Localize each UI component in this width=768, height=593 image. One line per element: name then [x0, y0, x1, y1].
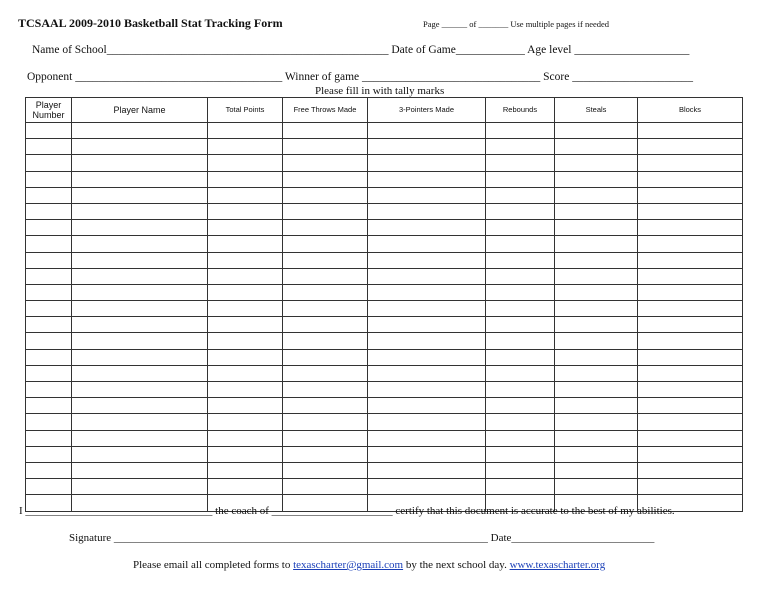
stat-cell[interactable] — [638, 220, 743, 236]
stat-cell[interactable] — [26, 398, 72, 414]
stat-cell[interactable] — [72, 284, 208, 300]
stat-cell[interactable] — [368, 349, 486, 365]
stat-cell[interactable] — [26, 414, 72, 430]
stat-cell[interactable] — [26, 284, 72, 300]
stat-cell[interactable] — [555, 414, 638, 430]
stat-cell[interactable] — [638, 365, 743, 381]
stat-cell[interactable] — [283, 414, 368, 430]
stat-cell[interactable] — [208, 236, 283, 252]
stat-cell[interactable] — [638, 252, 743, 268]
stat-cell[interactable] — [486, 268, 555, 284]
stat-cell[interactable] — [638, 430, 743, 446]
stat-cell[interactable] — [208, 220, 283, 236]
stat-cell[interactable] — [368, 301, 486, 317]
stat-cell[interactable] — [486, 187, 555, 203]
table-row — [26, 301, 743, 317]
stat-cell[interactable] — [555, 220, 638, 236]
table-row — [26, 317, 743, 333]
stat-cell[interactable] — [72, 203, 208, 219]
stat-cell[interactable] — [368, 317, 486, 333]
table-row — [26, 414, 743, 430]
table-row — [26, 382, 743, 398]
table-row — [26, 398, 743, 414]
stat-cell[interactable] — [72, 301, 208, 317]
stat-cell[interactable] — [283, 171, 368, 187]
stat-cell[interactable] — [555, 203, 638, 219]
stat-cell[interactable] — [283, 333, 368, 349]
stat-cell[interactable] — [638, 398, 743, 414]
website-link[interactable]: www.texascharter.org — [509, 559, 606, 571]
stat-cell[interactable] — [72, 398, 208, 414]
stat-cell[interactable] — [555, 187, 638, 203]
stat-cell[interactable] — [26, 268, 72, 284]
table-row — [26, 349, 743, 365]
stat-cell[interactable] — [368, 398, 486, 414]
stat-cell[interactable] — [638, 155, 743, 171]
stat-cell[interactable] — [555, 382, 638, 398]
table-row — [26, 479, 743, 495]
stat-cell[interactable] — [638, 268, 743, 284]
stat-cell[interactable] — [555, 317, 638, 333]
stat-cell[interactable] — [26, 430, 72, 446]
stat-cell[interactable] — [208, 382, 283, 398]
stat-cell[interactable] — [638, 462, 743, 478]
stat-cell[interactable] — [208, 349, 283, 365]
stat-cell[interactable] — [638, 301, 743, 317]
stat-cell[interactable] — [555, 139, 638, 155]
stat-cell[interactable] — [555, 349, 638, 365]
stat-cell[interactable] — [555, 236, 638, 252]
stat-cell[interactable] — [368, 430, 486, 446]
stat-cell[interactable] — [638, 203, 743, 219]
stat-cell[interactable] — [638, 139, 743, 155]
stat-cell[interactable] — [283, 187, 368, 203]
stat-cell[interactable] — [72, 333, 208, 349]
stat-cell[interactable] — [368, 171, 486, 187]
stat-cell[interactable] — [486, 365, 555, 381]
stat-cell[interactable] — [283, 220, 368, 236]
stat-cell[interactable] — [72, 479, 208, 495]
stat-cell[interactable] — [555, 123, 638, 139]
stat-cell[interactable] — [208, 187, 283, 203]
stat-cell[interactable] — [283, 462, 368, 478]
stat-cell[interactable] — [208, 479, 283, 495]
stat-table-body — [26, 123, 743, 512]
stat-cell[interactable] — [555, 365, 638, 381]
col-header-steals: Steals — [555, 98, 638, 123]
stat-cell[interactable] — [486, 430, 555, 446]
stat-cell[interactable] — [208, 365, 283, 381]
stat-cell[interactable] — [368, 446, 486, 462]
stat-cell[interactable] — [72, 139, 208, 155]
stat-cell[interactable] — [638, 284, 743, 300]
form-title: TCSAAL 2009-2010 Basketball Stat Tracking Form — [18, 16, 283, 30]
stat-cell[interactable] — [26, 171, 72, 187]
stat-cell[interactable] — [555, 252, 638, 268]
stat-cell[interactable] — [638, 171, 743, 187]
stat-cell[interactable] — [638, 349, 743, 365]
stat-cell[interactable] — [638, 382, 743, 398]
stat-cell[interactable] — [26, 139, 72, 155]
stat-cell[interactable] — [638, 479, 743, 495]
stat-cell[interactable] — [368, 155, 486, 171]
stat-cell[interactable] — [208, 317, 283, 333]
stat-cell[interactable] — [208, 398, 283, 414]
stat-cell[interactable] — [283, 284, 368, 300]
stat-cell[interactable] — [283, 365, 368, 381]
stat-cell[interactable] — [368, 333, 486, 349]
stat-cell[interactable] — [486, 203, 555, 219]
col-header-player-number: Player Number — [26, 98, 72, 123]
col-header-free-throws: Free Throws Made — [283, 98, 368, 123]
stat-cell[interactable] — [26, 317, 72, 333]
stat-cell[interactable] — [208, 252, 283, 268]
table-row — [26, 203, 743, 219]
stat-cell[interactable] — [555, 462, 638, 478]
stat-cell[interactable] — [72, 349, 208, 365]
stat-cell[interactable] — [26, 301, 72, 317]
stat-cell[interactable] — [283, 236, 368, 252]
stat-cell[interactable] — [486, 333, 555, 349]
table-row — [26, 155, 743, 171]
col-header-rebounds: Rebounds — [486, 98, 555, 123]
stat-cell[interactable] — [486, 382, 555, 398]
table-row — [26, 462, 743, 478]
stat-cell[interactable] — [283, 398, 368, 414]
stat-cell[interactable] — [486, 479, 555, 495]
stat-cell[interactable] — [638, 414, 743, 430]
stat-cell[interactable] — [368, 365, 486, 381]
table-row — [26, 365, 743, 381]
stat-cell[interactable] — [72, 220, 208, 236]
stat-cell[interactable] — [638, 187, 743, 203]
stat-cell[interactable] — [26, 349, 72, 365]
stat-cell[interactable] — [555, 398, 638, 414]
table-row — [26, 284, 743, 300]
stat-cell[interactable] — [72, 446, 208, 462]
stat-cell[interactable] — [72, 236, 208, 252]
table-row — [26, 268, 743, 284]
col-header-three-pointers: 3-Pointers Made — [368, 98, 486, 123]
stat-cell[interactable] — [368, 123, 486, 139]
stat-cell[interactable] — [208, 139, 283, 155]
stat-cell[interactable] — [486, 220, 555, 236]
stat-cell[interactable] — [283, 479, 368, 495]
stat-cell[interactable] — [638, 446, 743, 462]
stat-cell[interactable] — [208, 430, 283, 446]
table-row — [26, 430, 743, 446]
stat-cell[interactable] — [486, 171, 555, 187]
email-middle: by the next school day. — [403, 559, 510, 571]
table-row — [26, 123, 743, 139]
stat-cell[interactable] — [26, 203, 72, 219]
stat-cell[interactable] — [26, 479, 72, 495]
stat-cell[interactable] — [283, 155, 368, 171]
stat-cell[interactable] — [72, 317, 208, 333]
stat-cell[interactable] — [555, 333, 638, 349]
stat-cell[interactable] — [208, 203, 283, 219]
stat-cell[interactable] — [555, 171, 638, 187]
stat-cell[interactable] — [26, 462, 72, 478]
stat-cell[interactable] — [208, 446, 283, 462]
stat-cell[interactable] — [283, 139, 368, 155]
stat-cell[interactable] — [72, 430, 208, 446]
stat-cell[interactable] — [486, 462, 555, 478]
stat-cell[interactable] — [283, 317, 368, 333]
stat-cell[interactable] — [638, 333, 743, 349]
stat-cell[interactable] — [208, 268, 283, 284]
email-link[interactable]: texascharter@gmail.com — [293, 559, 404, 571]
stat-cell[interactable] — [283, 349, 368, 365]
stat-cell[interactable] — [283, 123, 368, 139]
col-header-player-name: Player Name — [72, 98, 208, 123]
opponent-winner-score-line: Opponent ____________________________________ Winner of game _______________________________ Score _____________________ — [27, 71, 693, 83]
stat-cell[interactable] — [26, 382, 72, 398]
stat-cell[interactable] — [486, 446, 555, 462]
stat-cell[interactable] — [283, 446, 368, 462]
stat-cell[interactable] — [26, 365, 72, 381]
stat-cell[interactable] — [368, 203, 486, 219]
stat-cell[interactable] — [26, 187, 72, 203]
table-row — [26, 220, 743, 236]
stat-cell[interactable] — [283, 252, 368, 268]
stat-cell[interactable] — [368, 252, 486, 268]
email-instruction — [133, 559, 605, 571]
signature-date-line: Signature ____________________________________________________________________ Date__________________________ — [69, 532, 655, 544]
table-row — [26, 139, 743, 155]
stat-cell[interactable] — [26, 446, 72, 462]
table-row — [26, 187, 743, 203]
stat-cell[interactable] — [283, 430, 368, 446]
stat-cell[interactable] — [368, 139, 486, 155]
stat-cell[interactable] — [283, 268, 368, 284]
table-row — [26, 171, 743, 187]
stat-cell[interactable] — [72, 171, 208, 187]
stat-cell[interactable] — [208, 123, 283, 139]
stat-cell[interactable] — [26, 236, 72, 252]
stat-cell[interactable] — [368, 220, 486, 236]
stat-cell[interactable] — [72, 462, 208, 478]
email-prefix: Please email all completed forms to — [133, 559, 294, 571]
col-header-total-points: Total Points — [208, 98, 283, 123]
stat-cell[interactable] — [555, 430, 638, 446]
stat-cell[interactable] — [208, 414, 283, 430]
stat-cell[interactable] — [72, 252, 208, 268]
stat-cell[interactable] — [208, 333, 283, 349]
stat-cell[interactable] — [283, 301, 368, 317]
stat-cell[interactable] — [486, 317, 555, 333]
table-row — [26, 236, 743, 252]
stat-cell[interactable] — [368, 462, 486, 478]
stat-cell[interactable] — [555, 446, 638, 462]
stat-cell[interactable] — [638, 317, 743, 333]
stat-cell[interactable] — [26, 252, 72, 268]
stat-cell[interactable] — [72, 123, 208, 139]
stat-table — [25, 97, 743, 512]
certification-line: I __________________________________ the coach of ______________________ certify that this document is accurate to the best of my abilities. — [19, 505, 675, 517]
tally-instruction: Please fill in with tally marks — [315, 85, 445, 97]
stat-cell[interactable] — [208, 462, 283, 478]
stat-cell[interactable] — [208, 284, 283, 300]
stat-cell[interactable] — [368, 479, 486, 495]
stat-cell[interactable] — [26, 155, 72, 171]
stat-cell[interactable] — [638, 123, 743, 139]
stat-cell[interactable] — [26, 220, 72, 236]
stat-cell[interactable] — [486, 414, 555, 430]
stat-cell[interactable] — [486, 252, 555, 268]
table-row — [26, 252, 743, 268]
stat-cell[interactable] — [26, 123, 72, 139]
stat-cell[interactable] — [486, 139, 555, 155]
stat-cell[interactable] — [26, 333, 72, 349]
stat-cell[interactable] — [486, 236, 555, 252]
stat-cell[interactable] — [555, 268, 638, 284]
col-header-blocks: Blocks — [638, 98, 743, 123]
stat-cell[interactable] — [208, 171, 283, 187]
stat-cell[interactable] — [72, 155, 208, 171]
table-row — [26, 446, 743, 462]
stat-cell[interactable] — [283, 382, 368, 398]
stat-cell[interactable] — [368, 284, 486, 300]
table-header-row — [26, 98, 743, 123]
stat-cell[interactable] — [638, 236, 743, 252]
stat-cell[interactable] — [208, 301, 283, 317]
stat-cell[interactable] — [72, 268, 208, 284]
stat-cell[interactable] — [555, 301, 638, 317]
stat-cell[interactable] — [72, 187, 208, 203]
stat-cell[interactable] — [555, 479, 638, 495]
stat-cell[interactable] — [368, 187, 486, 203]
stat-cell[interactable] — [486, 349, 555, 365]
stat-cell[interactable] — [486, 155, 555, 171]
stat-cell[interactable] — [283, 203, 368, 219]
stat-cell[interactable] — [72, 365, 208, 381]
stat-cell[interactable] — [486, 284, 555, 300]
stat-cell[interactable] — [368, 382, 486, 398]
stat-cell[interactable] — [555, 155, 638, 171]
stat-cell[interactable] — [72, 382, 208, 398]
stat-cell[interactable] — [486, 301, 555, 317]
table-row — [26, 333, 743, 349]
stat-cell[interactable] — [368, 268, 486, 284]
page-count-line: Page ______ of _______ Use multiple pages if needed — [423, 19, 610, 29]
stat-cell[interactable] — [368, 236, 486, 252]
stat-cell[interactable] — [486, 123, 555, 139]
stat-cell[interactable] — [72, 414, 208, 430]
stat-cell[interactable] — [208, 155, 283, 171]
stat-cell[interactable] — [555, 284, 638, 300]
stat-cell[interactable] — [368, 414, 486, 430]
stat-cell[interactable] — [486, 398, 555, 414]
school-date-age-line: Name of School_________________________________________________ Date of Game____________ Age level ____________________ — [32, 44, 690, 56]
